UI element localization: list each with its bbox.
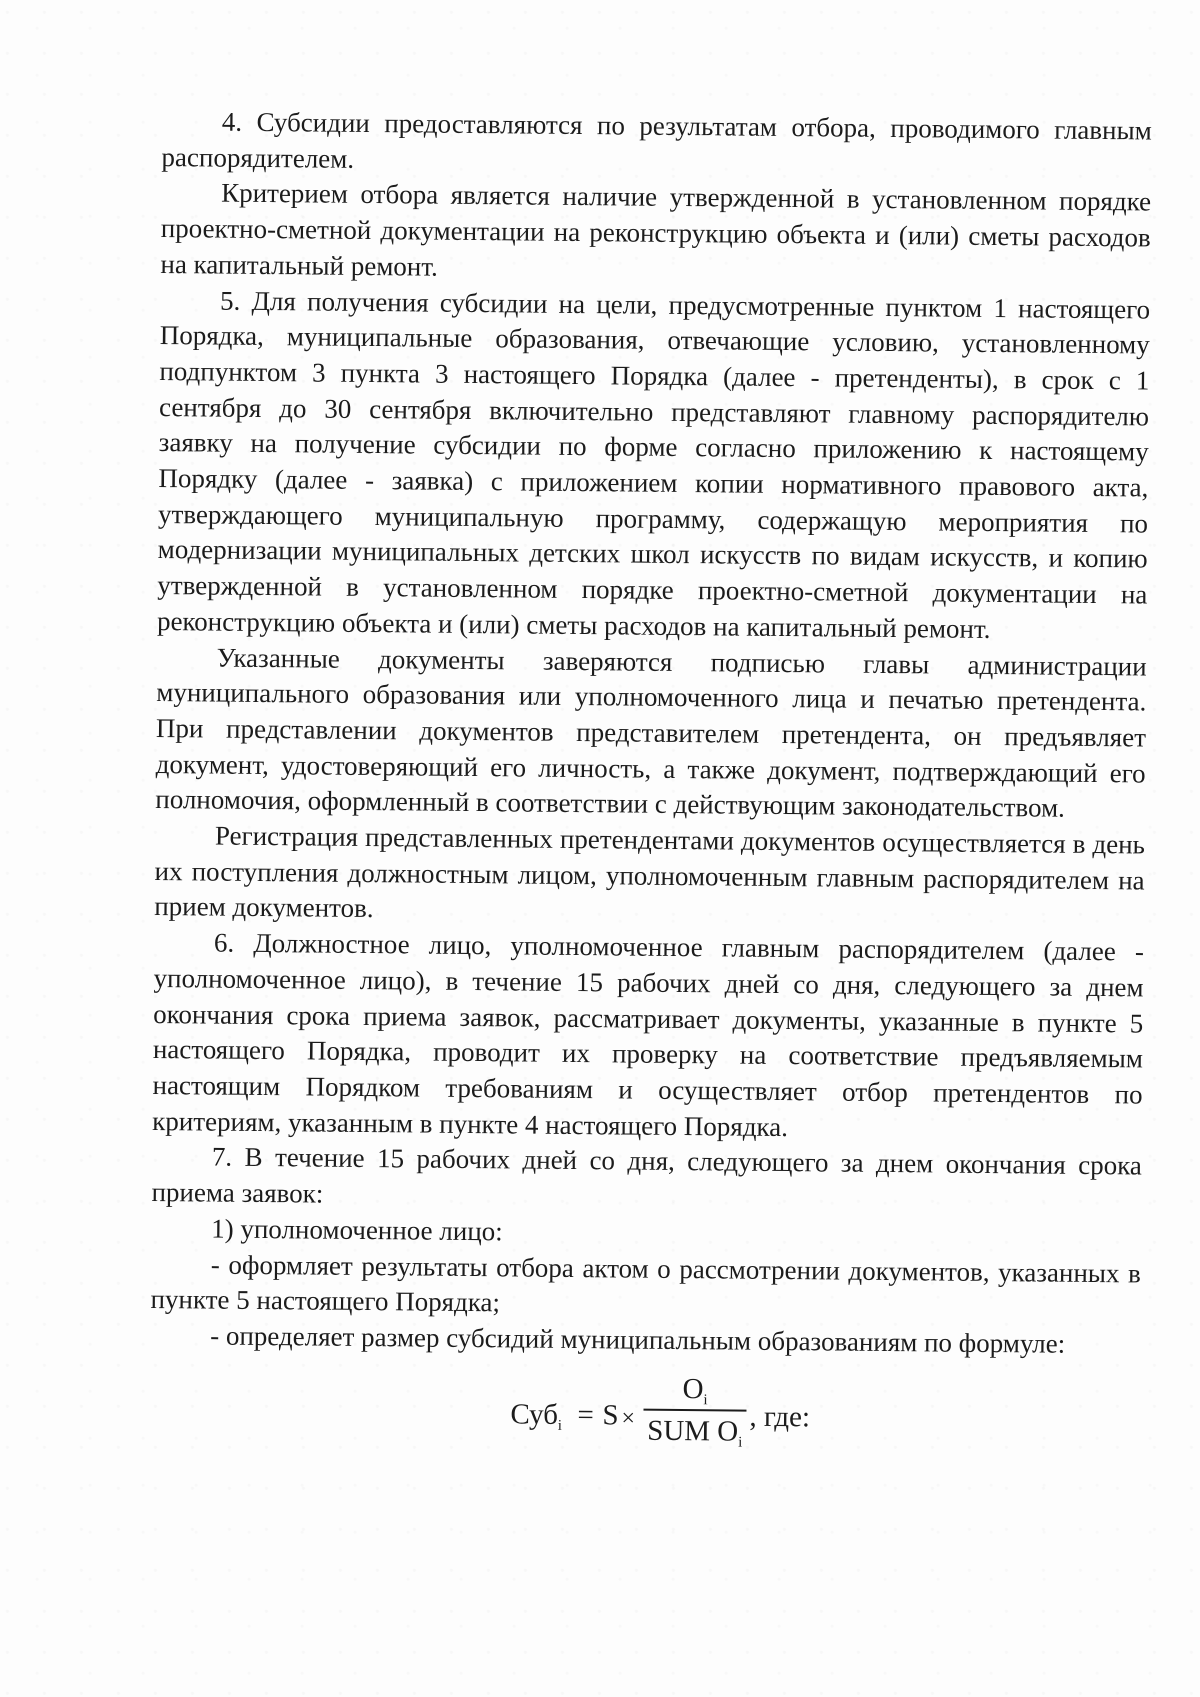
paragraph-4-criterion: Критерием отбора является наличие утвержденной в установленном порядке проектно-сметной документации на реконструкцию объекта и (или) сметы расходов на капитальный ремонт.: [160, 177, 1152, 282]
formula-numerator: $O_i$: [682, 1372, 708, 1408]
document-body: [149, 104, 1152, 1469]
paragraph-5-registration: Регистрация представленных претендентами документов осуществляется в день их поступления должностным лицом, уполномоченным главным распорядителем на прием документов.: [154, 820, 1146, 924]
paragraph-6: 6. Должностное лицо, уполномоченное главным распорядителем (далее - уполномоченное лицо), в течение 15 рабочих дней со дня, следующего за днем окончания срока приема заявок, рассматривает документы, указанные в пункте 5 настоящего Порядка, проводит их проверку на соответствие предъявляемым настоящим Порядком требованиям и осуществляет отбор претендентов по критериям, указанным в пункте 4 настоящего Порядка.: [152, 927, 1145, 1142]
paragraph-7-bullet-2: - определяет размер субсидий муниципальным образованиям по формуле:: [210, 1320, 1066, 1359]
formula-equals: =: [577, 1398, 594, 1431]
formula-times: ×: [621, 1405, 636, 1432]
fraction-bar: [643, 1408, 746, 1411]
paragraph-5: 5. Для получения субсидии на цели, предусмотренные пунктом 1 настоящего Порядка, муниципальные образования, отвечающие условию, установленному подпунктом 3 пункта 3 настоящего Порядка (далее - претенденты), в срок с 1 сентября до 30 сентября включительно представляют главному распорядителю заявку на получение субсидии по форме согласно приложению к настоящему Порядку (далее - заявка) с приложением копии нормативного правового акта, утверждающего муниципальную программу, содержащую мероприятия по модернизации муниципальных детских школ искусств по видам искусств, и копию утвержденной в установленном порядке проектно-сметной документации на реконструкцию объекта и (или) сметы расходов на капитальный ремонт.: [156, 285, 1151, 644]
formula-tail: , где:: [749, 1400, 811, 1433]
paragraph-7-subitem-1: 1) уполномоченное лицо:: [211, 1213, 503, 1247]
subsidy-formula: [149, 1360, 1140, 1469]
formula-s: S: [602, 1398, 619, 1432]
paragraph-7: 7. В течение 15 рабочих дней со дня, следующего за днем окончания срока приема заявок:: [151, 1141, 1142, 1209]
formula-lhs: Суб$_i$: [510, 1398, 563, 1434]
paragraph-5-certification: Указанные документы заверяются подписью главы администрации муниципального образования или уполномоченного лица и печатью претендента. При представлении документов представителем претендента, он предъявляет документ, удостоверяющий его личность, а также документ, подтверждающий его полномочия, оформленный в соответствии с действующим законодательством.: [155, 642, 1147, 824]
paragraph-7-bullet-1: - оформляет результаты отбора актом о рассмотрении документов, указанных в пункте 5 настоящего Порядка;: [150, 1249, 1141, 1318]
paragraph-4: 4. Субсидии предоставляются по результатам отбора, проводимого главным распорядителем.: [161, 106, 1152, 174]
formula-fraction: [643, 1370, 747, 1449]
formula-denominator: SUM $O_i$: [647, 1414, 743, 1451]
